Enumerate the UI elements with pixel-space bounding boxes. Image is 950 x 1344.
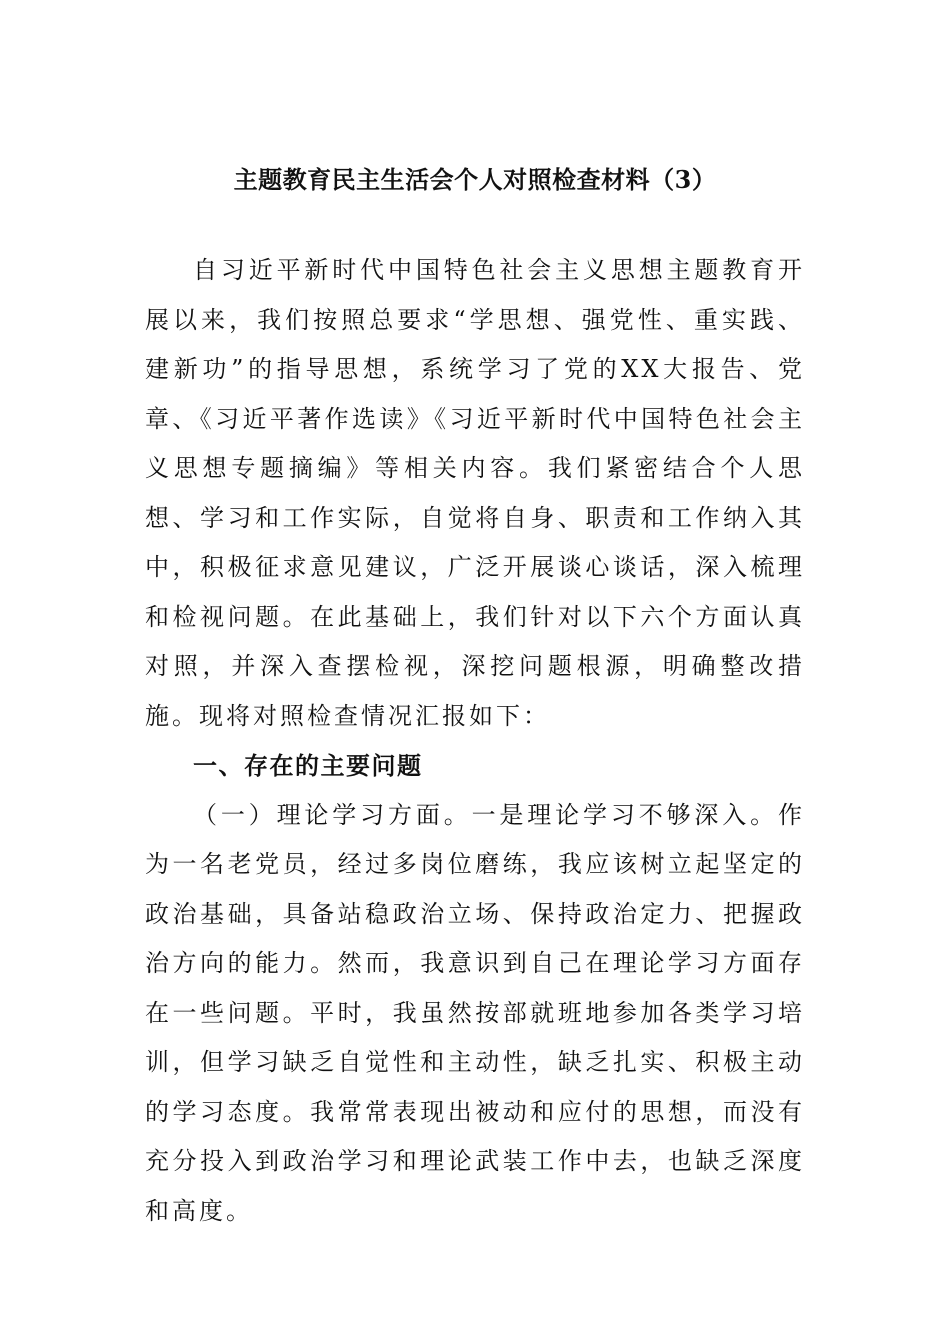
section-heading-main-problems: 一、存在的主要问题 — [193, 751, 423, 780]
document-title: 主题教育民主生活会个人对照检查材料（3） — [233, 165, 717, 194]
document-body — [145, 246, 805, 1236]
intro-paragraph: 自习近平新时代中国特色社会主义思想主题教育开展以来，我们按照总要求“学思想、强党性、重实践、建新功”的指导思想，系统学习了党的XX大报告、党章、《习近平著作选读》《习近平新时代中国特色社会主义思想专题摘编》等相关内容。我们紧密结合个人思想、学习和工作实际，自觉将自身、职责和工作纳入其中，积极征求意见建议，广泛开展谈心谈话，深入梳理和检视问题。在此基础上，我们针对以下六个方面认真对照，并深入查摆检视，深挖问题根源，明确整改措施。现将对照检查情况汇报如下： — [145, 256, 805, 730]
theory-study-paragraph: （一）理论学习方面。一是理论学习不够深入。作为一名老党员，经过多岗位磨练，我应该树立起坚定的政治基础，具备站稳政治立场、保持政治定力、把握政治方向的能力。然而，我意识到自己在理论学习方面存在一些问题。平时，我虽然按部就班地参加各类学习培训，但学习缺乏自觉性和主动性，缺乏扎实、积极主动的学习态度。我常常表现出被动和应付的思想，而没有充分投入到政治学习和理论武装工作中去，也缺乏深度和高度。 — [145, 800, 805, 1225]
